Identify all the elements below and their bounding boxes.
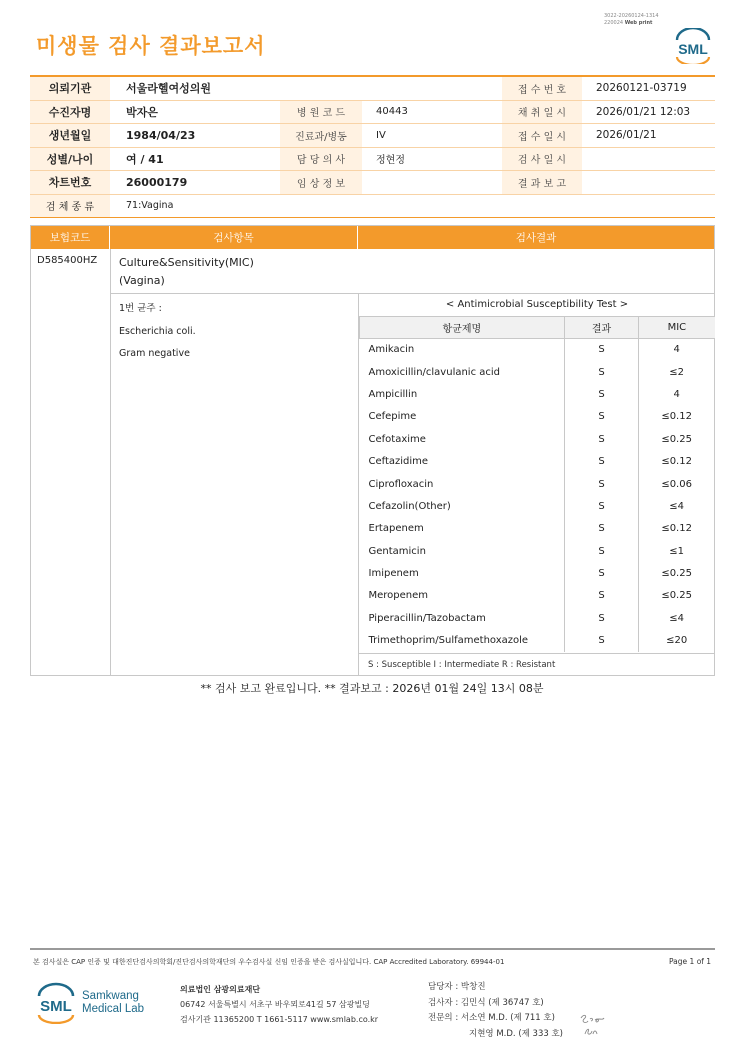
brand-line-2: Medical Lab bbox=[82, 1003, 145, 1015]
ast-row bbox=[360, 607, 715, 629]
sml-logo bbox=[673, 28, 713, 64]
sml-footer-logo-text: SML bbox=[40, 998, 72, 1015]
report-label: 결 과 보 고 bbox=[502, 171, 582, 194]
ast-result: S bbox=[564, 607, 639, 629]
info-row bbox=[30, 77, 715, 101]
info-row bbox=[30, 195, 715, 219]
info-row bbox=[30, 148, 715, 172]
ast-result: S bbox=[564, 473, 639, 495]
antibiotic-name: Amikacin bbox=[360, 339, 565, 361]
ast-row bbox=[360, 495, 715, 517]
ast-row bbox=[360, 518, 715, 540]
organism-label: 1번 균주 : bbox=[119, 303, 162, 314]
sex-age-label: 성별/나이 bbox=[30, 148, 110, 171]
results-header bbox=[31, 226, 714, 249]
sml-logo-text: SML bbox=[678, 41, 708, 57]
mic-value: 4 bbox=[639, 383, 715, 405]
antibiotic-name: Cefepime bbox=[360, 406, 565, 428]
antibiotic-name: Ceftazidime bbox=[360, 450, 565, 472]
ast-header-drug: 항균제명 bbox=[360, 317, 565, 339]
ast-row bbox=[360, 361, 715, 383]
ast-row bbox=[360, 630, 715, 652]
mic-value: ≤4 bbox=[639, 607, 715, 629]
receive-date-value: 2026/01/21 bbox=[596, 129, 657, 142]
ast-result: S bbox=[564, 361, 639, 383]
ast-result: S bbox=[564, 540, 639, 562]
web-print-label: Web print bbox=[624, 20, 653, 26]
print-code-line: 3022-20260124-1314 bbox=[604, 13, 659, 19]
print-code bbox=[604, 13, 659, 27]
ast-row bbox=[360, 473, 715, 495]
gram-stain: Gram negative bbox=[119, 348, 190, 359]
doctor-label: 담 당 의 사 bbox=[280, 148, 362, 171]
antibiotic-name: Ampicillin bbox=[360, 383, 565, 405]
antibiotic-name: Amoxicillin/clavulanic acid bbox=[360, 361, 565, 383]
col-test-item: 검사항목 bbox=[110, 226, 358, 249]
hospital-code-value: 40443 bbox=[376, 106, 408, 118]
accreditation-note: 본 검사실은 CAP 인증 및 대한진단검사의학회/진단검사의학재단의 우수검사실 신임 인증을 받은 검사실입니다. CAP Accredited Laboratory. 69944-01 bbox=[33, 958, 505, 966]
info-row bbox=[30, 124, 715, 148]
dept-label: 진료과/병동 bbox=[280, 124, 362, 147]
specimen-value: 71:Vagina bbox=[126, 200, 174, 212]
dept-value: IV bbox=[376, 129, 386, 141]
insurance-code: D585400HZ bbox=[37, 255, 98, 266]
receive-date-label: 접 수 일 시 bbox=[502, 124, 582, 147]
chart-no-label: 차트번호 bbox=[30, 171, 110, 194]
ast-result: S bbox=[564, 562, 639, 584]
staff-specialist-2: 지현영 M.D. (제 333 호) bbox=[469, 1028, 564, 1039]
ast-result: S bbox=[564, 518, 639, 540]
ast-row bbox=[360, 428, 715, 450]
antibiotic-name: Piperacillin/Tazobactam bbox=[360, 607, 565, 629]
ast-table bbox=[359, 316, 715, 652]
column-divider bbox=[110, 249, 111, 676]
ast-header-mic: MIC bbox=[639, 317, 715, 339]
staff-info bbox=[428, 980, 563, 1042]
receipt-no-label: 접 수 번 호 bbox=[502, 77, 582, 100]
ast-result: S bbox=[564, 585, 639, 607]
mic-value: ≤0.12 bbox=[639, 450, 715, 472]
doctor-value: 정현정 bbox=[376, 155, 405, 167]
footer-logo bbox=[36, 982, 144, 1024]
ast-result: S bbox=[564, 450, 639, 472]
ast-header-result: 결과 bbox=[564, 317, 639, 339]
specimen-label: 검 체 종 류 bbox=[30, 195, 110, 218]
page-number: Page 1 of 1 bbox=[669, 957, 712, 966]
chart-no-value: 26000179 bbox=[126, 175, 188, 189]
mic-value: ≤0.06 bbox=[639, 473, 715, 495]
antibiotic-name: Meropenem bbox=[360, 585, 565, 607]
ast-legend: S : Susceptible I : Intermediate R : Resistant bbox=[359, 653, 715, 676]
ast-result: S bbox=[564, 339, 639, 361]
receipt-no-value: 20260121-03719 bbox=[596, 82, 687, 95]
footer-divider bbox=[30, 948, 715, 950]
col-insurance-code: 보험코드 bbox=[31, 226, 110, 249]
antibiotic-name: Imipenem bbox=[360, 562, 565, 584]
ast-result: S bbox=[564, 428, 639, 450]
institution-value: 서울라헬여성의원 bbox=[126, 82, 212, 96]
org-address: 06742 서울특별시 서초구 바우뫼로41길 57 삼광빌딩 bbox=[180, 1000, 370, 1009]
info-row bbox=[30, 101, 715, 125]
ast-result: S bbox=[564, 630, 639, 652]
mic-value: 4 bbox=[639, 339, 715, 361]
antibiotic-name: Gentamicin bbox=[360, 540, 565, 562]
ast-result: S bbox=[564, 383, 639, 405]
report-title: 미생물 검사 결과보고서 bbox=[36, 34, 266, 58]
ast-title: < Antimicrobial Susceptibility Test > bbox=[445, 299, 629, 310]
name-value: 박자은 bbox=[126, 105, 158, 119]
antibiotic-name: Cefazolin(Other) bbox=[360, 495, 565, 517]
sml-footer-logo-icon bbox=[36, 982, 76, 1024]
test-name bbox=[119, 254, 254, 290]
staff-manager: 담당자 : 박창진 bbox=[428, 982, 486, 992]
org-contact: 검사기관 11365200 T 1661-5117 www.smlab.co.kr bbox=[180, 1015, 379, 1024]
mic-value: ≤0.25 bbox=[639, 562, 715, 584]
sex-age-value: 여 / 41 bbox=[126, 152, 164, 166]
col-test-result: 검사결과 bbox=[515, 232, 557, 244]
mic-value: ≤0.25 bbox=[639, 585, 715, 607]
birth-label: 생년월일 bbox=[30, 124, 110, 147]
hospital-code-label: 병 원 코 드 bbox=[280, 101, 362, 124]
ast-row bbox=[360, 383, 715, 405]
organism-info bbox=[119, 298, 196, 366]
org-name: 의료법인 삼광의료재단 bbox=[180, 985, 261, 994]
antibiotic-name: Ciprofloxacin bbox=[360, 473, 565, 495]
patient-info-table bbox=[30, 75, 715, 218]
signature-image bbox=[578, 1010, 608, 1038]
completion-message: ** 검사 보고 완료입니다. ** 결과보고 : 2026년 01월 24일 13시 08분 bbox=[200, 682, 544, 695]
birth-value: 1984/04/23 bbox=[126, 128, 196, 142]
ast-row bbox=[360, 450, 715, 472]
test-specimen-line: (Vagina) bbox=[119, 274, 165, 287]
antibiotic-name: Trimethoprim/Sulfamethoxazole bbox=[360, 630, 565, 652]
organization-info bbox=[180, 982, 378, 1027]
mic-value: ≤1 bbox=[639, 540, 715, 562]
antibiotic-name: Ertapenem bbox=[360, 518, 565, 540]
ast-row bbox=[360, 540, 715, 562]
organism-name: Escherichia coli. bbox=[119, 325, 196, 337]
test-name-line: Culture&Sensitivity(MIC) bbox=[119, 256, 254, 269]
staff-tester: 검사자 : 김민식 (제 36747 호) bbox=[428, 997, 544, 1008]
mic-value: ≤4 bbox=[639, 495, 715, 517]
mic-value: ≤2 bbox=[639, 361, 715, 383]
ast-result: S bbox=[564, 406, 639, 428]
results-table bbox=[30, 225, 715, 676]
ast-row bbox=[360, 406, 715, 428]
antibiotic-name: Cefotaxime bbox=[360, 428, 565, 450]
collect-date-label: 채 취 일 시 bbox=[502, 101, 582, 124]
ast-row bbox=[360, 585, 715, 607]
ast-result: S bbox=[564, 495, 639, 517]
institution-label: 의뢰기관 bbox=[30, 77, 110, 100]
clinical-label: 임 상 정 보 bbox=[280, 171, 362, 194]
brand-line-1: Samkwang bbox=[82, 990, 139, 1002]
collect-date-value: 2026/01/21 12:03 bbox=[596, 105, 691, 118]
mic-value: ≤0.12 bbox=[639, 518, 715, 540]
mic-value: ≤0.25 bbox=[639, 428, 715, 450]
print-code-id: 220024 bbox=[604, 20, 624, 26]
name-label: 수진자명 bbox=[30, 101, 110, 124]
info-row bbox=[30, 171, 715, 195]
mic-value: ≤20 bbox=[639, 630, 715, 652]
ast-row bbox=[360, 339, 715, 361]
ast-row bbox=[360, 562, 715, 584]
mic-value: ≤0.12 bbox=[639, 406, 715, 428]
staff-specialist-1: 전문의 : 서소연 M.D. (제 711 호) bbox=[428, 1013, 555, 1023]
test-date-label: 검 사 일 시 bbox=[502, 148, 582, 171]
